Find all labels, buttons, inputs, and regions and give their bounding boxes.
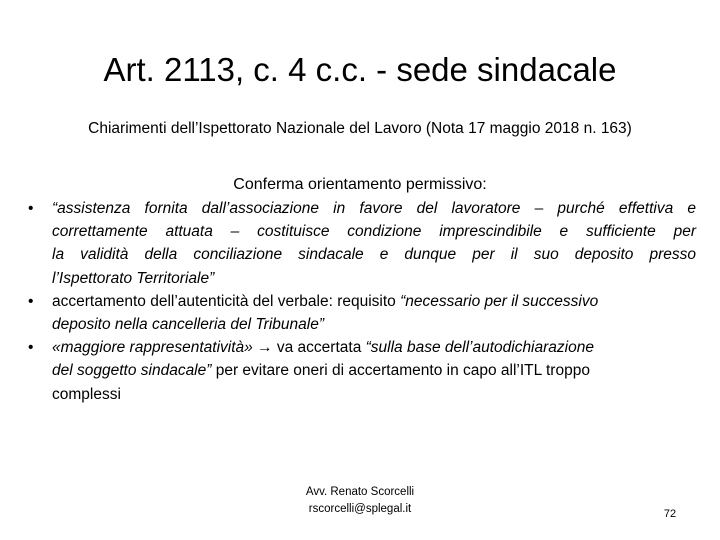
plain-text: per evitare oneri di accertamento in capo all’ITL troppo <box>211 362 590 380</box>
bullet-line <box>52 359 696 382</box>
quoted-text: del soggetto sindacale” <box>52 362 212 380</box>
bullet-body <box>52 290 696 336</box>
quoted-text: la validità della conciliazione sindacale e dunque per il suo deposito presso <box>52 246 696 264</box>
bullet-item-assistenza <box>28 197 696 290</box>
bullet-line <box>52 267 696 290</box>
slide-subtitle: Chiarimenti dell’Ispettorato Nazionale del Lavoro (Nota 17 maggio 2018 n. 163) <box>88 120 632 137</box>
quoted-text: «maggiore rappresentatività» <box>52 339 253 357</box>
bullet-body <box>52 197 696 290</box>
bullet-line <box>52 313 696 336</box>
footer-email: rscorcelli@splegal.it <box>308 503 412 515</box>
plain-text: va accertata <box>272 339 366 357</box>
quoted-text: “necessario per il successivo <box>400 292 599 310</box>
bullet-line <box>52 383 696 406</box>
footer-author-block <box>270 484 450 518</box>
footer-author-name: Avv. Renato Scorcelli <box>305 486 415 498</box>
bullet-line <box>52 197 696 220</box>
bullet-item-autenticita <box>28 290 696 336</box>
bullet-item-rappresentativita <box>28 336 696 406</box>
arrow-right-icon: → <box>257 339 273 357</box>
section-heading: Conferma orientamento permissivo: <box>233 176 487 193</box>
page-number: 72 <box>663 508 677 520</box>
quoted-text: “sulla base dell’autodichiarazione <box>365 339 594 357</box>
bullet-glyph: • <box>28 200 34 217</box>
plain-text: accertamento dell’autenticità del verbale: requisito <box>52 292 401 310</box>
bullet-glyph: • <box>28 292 34 310</box>
quoted-text: l’Ispettorato Territoriale” <box>52 269 215 287</box>
bullet-line <box>52 290 696 313</box>
quoted-text: correttamente attuata – costituisce condizione imprescindibile e sufficiente per <box>52 223 696 241</box>
bullet-line <box>52 336 696 359</box>
bullet-glyph: • <box>28 339 34 357</box>
quoted-text: deposito nella cancelleria del Tribunale” <box>52 316 324 334</box>
bullet-list <box>28 197 696 406</box>
slide-title: Art. 2113, c. 4 c.c. - sede sindacale <box>103 51 617 88</box>
bullet-line <box>52 243 696 266</box>
plain-text: complessi <box>52 385 121 403</box>
bullet-line <box>52 220 696 243</box>
bullet-body <box>52 336 696 406</box>
quoted-text: “assistenza fornita dall’associazione in favore del lavoratore – purché effettiva e <box>52 200 696 217</box>
